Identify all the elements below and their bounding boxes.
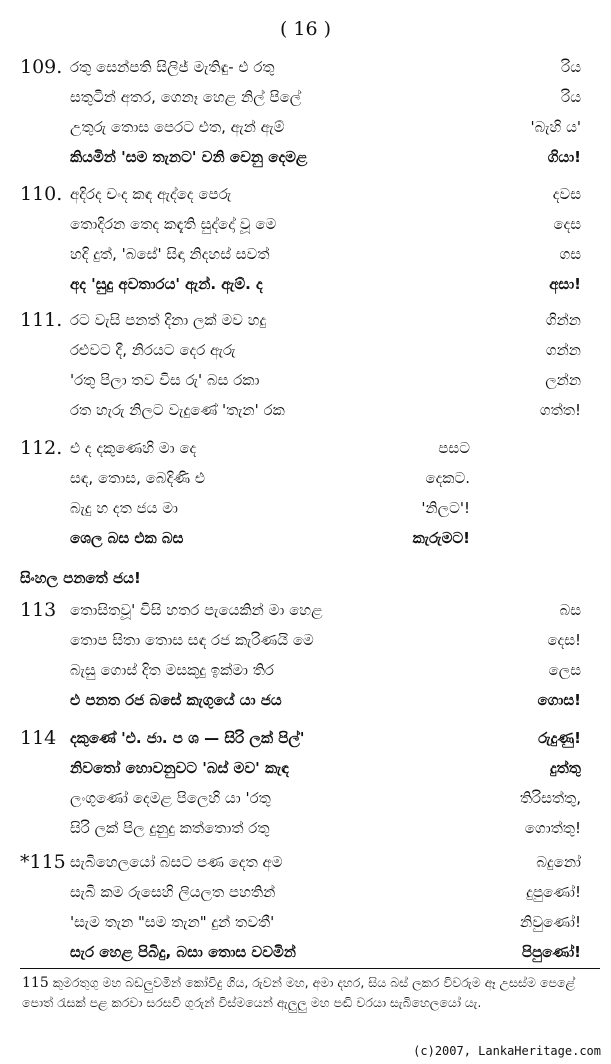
rhyme-word: දෙස!	[547, 631, 581, 649]
verse-line	[0, 466, 611, 490]
verse-number: *115	[20, 851, 66, 873]
rhyme-word: පිපුණෝ!	[521, 943, 581, 961]
verse-line	[0, 940, 611, 964]
rhyme-word: කැරුමට!	[412, 529, 470, 547]
verse-text: එ පනත රජ බසේ කැගුයේ යා ජය	[70, 691, 282, 709]
verse-text: සැර හෙළ පිබිදු, බසා තොස වවමින්	[70, 943, 296, 961]
verse-text: සැබි කම රුසෙහි ලියලත පහතින්	[70, 883, 276, 901]
rhyme-word: දුපුණෝ!	[526, 883, 581, 901]
section-heading: සිංහල පනතේ ජය!	[20, 569, 141, 587]
verse-line	[0, 55, 611, 79]
rhyme-word: ලෙස	[548, 661, 581, 679]
verse-line	[0, 85, 611, 109]
rhyme-word: ගින්න	[545, 311, 581, 329]
rhyme-word: 'නිලට'!	[421, 499, 470, 517]
verse-line	[0, 308, 611, 332]
verse-line	[0, 398, 611, 422]
footnote-divider	[20, 968, 600, 969]
verse-line	[0, 910, 611, 934]
verse-line	[0, 182, 611, 206]
rhyme-word: නිවුණෝ!	[520, 913, 581, 931]
verse-number: 113	[20, 599, 57, 621]
verse-text: තොසිතවූ' විසි හතර පැයෙකින් මා හෙළ	[70, 601, 323, 619]
verse-line	[0, 368, 611, 392]
verse-line	[0, 880, 611, 904]
verse-number: 111.	[20, 309, 63, 331]
verse-text: දකුණේ 'එ. ජා. ප ශ — සිරි ලක් පිල්'	[70, 729, 305, 747]
verse-text: රත හැරු නිලට වැදුණේ 'තැන' රක	[70, 401, 285, 419]
verse-line	[0, 726, 611, 750]
rhyme-word: ගස	[559, 245, 581, 263]
rhyme-word: බදුනෝ	[536, 853, 581, 871]
verse-number: 110.	[20, 183, 63, 205]
footnote	[22, 973, 602, 1013]
verse-line	[0, 145, 611, 169]
rhyme-word: දුත්තු	[549, 759, 581, 777]
rhyme-word: ලන්න	[545, 371, 581, 389]
verse-line	[0, 786, 611, 810]
rhyme-word: 'බැහි ය'	[530, 118, 581, 136]
rhyme-word: ගොස!	[537, 691, 581, 709]
verse-line	[0, 850, 611, 874]
verse-text: සඳ, තොස, බෙදිණි එ	[70, 469, 205, 487]
rhyme-word: තිරිසත්තු,	[519, 789, 581, 807]
verse-line	[0, 658, 611, 682]
verse-text: රළුවට දී, නිරයට දෙර ඇරු	[70, 341, 236, 359]
verse-text: තොප සිතා තොස සඳ රජ කැරිණයි මෙ	[70, 631, 314, 649]
verse-number: 112.	[20, 437, 63, 459]
verse-line	[0, 496, 611, 520]
footnote-text: කුමරතුගු මහ බඩලුවමින් කෝවිදු ගිය, රුවන් මහ, අමා දහර, සිය බස් ලකර විවරුම ඈ උසස්ම පෙළේ පොත් රැසක් පළ කරවා සරසවි ගුරුන් විස්මයෙන් ඇලුලු මහ පඬි වරයා සැබිහෙලයෝ යැ.	[22, 975, 576, 1010]
verse-line	[0, 338, 611, 362]
verse-line	[0, 436, 611, 460]
page-number: ( 16 )	[279, 18, 332, 40]
verse-text: කියමින් 'සම තැනට' වනි වෙනු දෙමළ	[70, 148, 308, 166]
verse-text: ශෙල බස එක බස	[70, 529, 184, 547]
rhyme-word: අසා!	[549, 275, 581, 293]
verse-text: තොදිරන තෙද කඳැති සුද්දෝ වූ මෙ	[70, 215, 277, 233]
verse-text: නිවතෝ හොවනුවට 'බස් මව' කැඳ	[70, 759, 289, 777]
rhyme-word: දෙස	[553, 215, 581, 233]
verse-line	[0, 526, 611, 550]
rhyme-word: රුදුණු!	[538, 729, 581, 747]
rhyme-word: දවස	[552, 185, 581, 203]
verse-text: සතුටින් අතර, ගෙනෑ හෙළ නිල් පිලේ	[70, 88, 302, 106]
verse-text: 'සැම තැන "සම තැන" දුන් තවතී'	[70, 913, 275, 931]
verse-text: සිරි ලක් පිල දුනුදු කත්තොත් රතු	[70, 819, 270, 837]
verse-line	[0, 212, 611, 236]
footnote-number: 115	[22, 975, 49, 991]
rhyme-word: බස	[559, 601, 581, 619]
verse-line	[0, 598, 611, 622]
verse-text: උතුරු තොස පෙරට එත, ඇන් ඇම්	[70, 118, 285, 136]
verse-line	[0, 688, 611, 712]
verse-text: අද 'සුදු අවතාරය' ඇන්. ඇම්. ද	[70, 275, 263, 293]
verse-number: 114	[20, 727, 57, 749]
verse-text: හදි දුත්, 'බසේ' සිඳා නිදහස් සවත්	[70, 245, 270, 263]
verse-line	[0, 272, 611, 296]
verse-line	[0, 242, 611, 266]
rhyme-word: ගන්න	[545, 341, 581, 359]
verse-text: රට වැසි පනත් දිනා ලක් මව හදු	[70, 311, 267, 329]
verse-text: අදිරද චංද කඳ ඇද්දෙ පෙරු	[70, 185, 232, 203]
verse-line	[0, 115, 611, 139]
verse-text: සැබිහෙලයෝ බසට පණ දෙත අම	[70, 853, 283, 871]
rhyme-word: ගොත්තු!	[524, 819, 581, 837]
verse-number: 109.	[20, 56, 63, 78]
verse-text: බැදු හ දත ජය මා	[70, 499, 178, 517]
verse-line	[0, 628, 611, 652]
verse-text: 'රතු පිලා තව විස රු' බස රකා	[70, 371, 260, 389]
verse-text: ලංගුණෝ දෙමළ පිලෙහි යා 'රතු	[70, 789, 271, 807]
rhyme-word: දෙකට.	[425, 469, 470, 487]
verse-text: රතු සෙන්පති සිලිජ් මැතිඳු- එ රතු	[70, 58, 275, 76]
rhyme-word: ගත්ත!	[539, 401, 581, 419]
rhyme-word: රිය	[561, 88, 581, 106]
copyright-notice: (c)2007, LankaHeritage.com	[413, 1044, 601, 1058]
verse-text: බැසු ගොස් දිත මසකුදු ඉක්මා තිර	[70, 661, 274, 679]
verse-line	[0, 816, 611, 840]
rhyme-word: පසට	[438, 439, 470, 457]
verse-line	[0, 756, 611, 780]
verse-text: එ ද දකුණෙහි මා දෙ	[70, 439, 197, 457]
rhyme-word: රිය	[561, 58, 581, 76]
rhyme-word: ගියා!	[547, 148, 581, 166]
